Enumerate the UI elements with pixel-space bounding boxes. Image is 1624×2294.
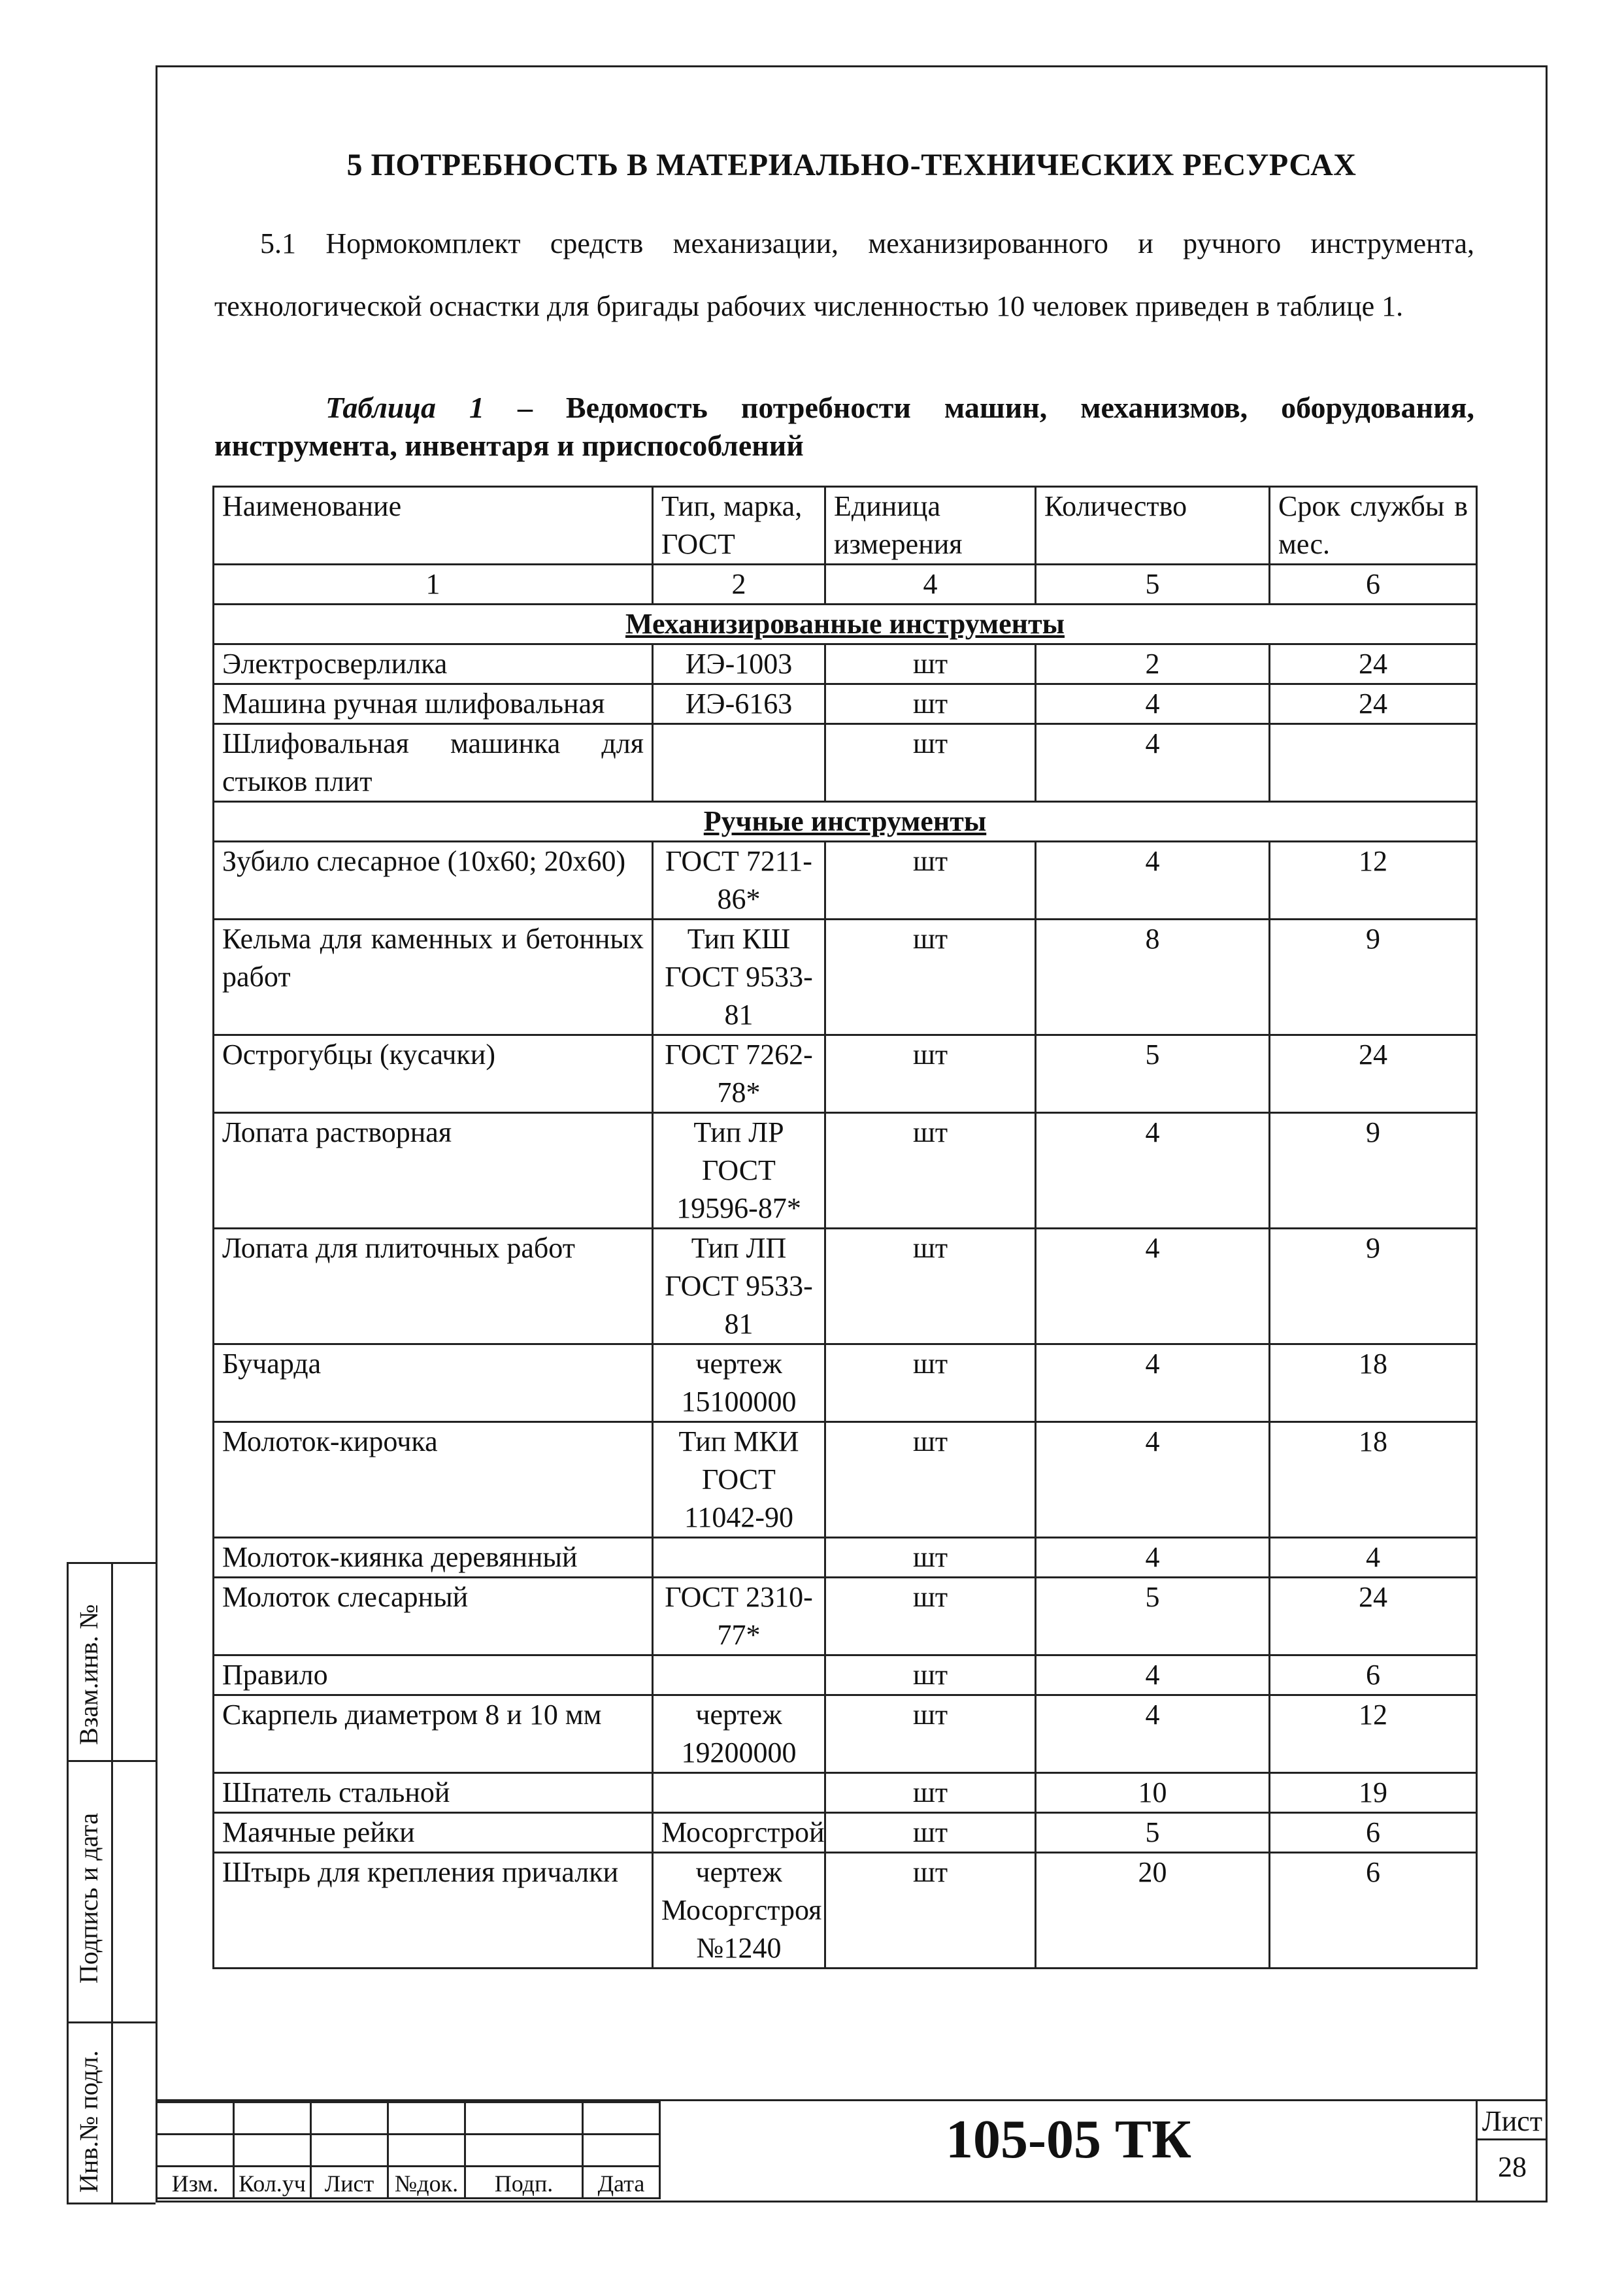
item-quantity-cell: 20	[1036, 1853, 1270, 1969]
sheet-number: 28	[1498, 2151, 1527, 2183]
item-service-life-cell: 18	[1270, 1422, 1477, 1538]
item-name-cell: Молоток слесарный	[214, 1578, 653, 1655]
table-row	[214, 1538, 1477, 1578]
item-unit-cell: шт	[825, 1538, 1036, 1578]
item-type-cell: Тип КШ ГОСТ 9533-81	[653, 920, 825, 1035]
table-header-row	[214, 487, 1477, 565]
item-unit-cell: шт	[825, 1422, 1036, 1538]
item-quantity-cell: 4	[1036, 1695, 1270, 1773]
table-row	[214, 1113, 1477, 1229]
item-service-life-cell: 24	[1270, 1578, 1477, 1655]
item-unit-cell: шт	[825, 1113, 1036, 1229]
item-quantity-cell: 4	[1036, 724, 1270, 802]
item-type-cell: Мосоргстрой	[653, 1813, 825, 1853]
item-name-cell: Шпатель стальной	[214, 1773, 653, 1813]
item-name-cell: Правило	[214, 1655, 653, 1695]
table-row	[214, 1853, 1477, 1969]
table-row	[214, 1813, 1477, 1853]
item-unit-cell: шт	[825, 1695, 1036, 1773]
item-service-life-cell: 9	[1270, 920, 1477, 1035]
item-type-cell	[653, 1655, 825, 1695]
item-quantity-cell: 5	[1036, 1035, 1270, 1113]
item-unit-cell: шт	[825, 1773, 1036, 1813]
table-section-row	[214, 605, 1477, 644]
item-unit-cell: шт	[825, 1344, 1036, 1422]
table-row	[214, 920, 1477, 1035]
item-unit-cell: шт	[825, 1578, 1036, 1655]
item-name-cell: Кельма для каменных и бетонных работ	[214, 920, 653, 1035]
item-quantity-cell: 4	[1036, 1344, 1270, 1422]
resources-table	[212, 486, 1478, 1969]
item-type-cell: ИЭ-6163	[653, 684, 825, 724]
title-block-column-label: Лист	[311, 2167, 388, 2199]
item-service-life-cell: 12	[1270, 1695, 1477, 1773]
table-row	[214, 1229, 1477, 1344]
item-type-cell: ГОСТ 7211-86*	[653, 842, 825, 920]
item-quantity-cell: 4	[1036, 1655, 1270, 1695]
item-unit-cell: шт	[825, 1229, 1036, 1344]
item-quantity-cell: 4	[1036, 684, 1270, 724]
column-number-cell: 5	[1036, 565, 1270, 605]
item-name-cell: Маячные рейки	[214, 1813, 653, 1853]
table-header-cell: Единица измерения	[825, 487, 1036, 565]
table-caption	[214, 389, 1474, 465]
table-row	[214, 644, 1477, 684]
item-unit-cell: шт	[825, 1655, 1036, 1695]
sheet-divider	[1476, 2138, 1548, 2140]
item-name-cell: Лопата растворная	[214, 1113, 653, 1229]
table-row	[214, 1695, 1477, 1773]
table-header-cell: Срок службы в мес.	[1270, 487, 1477, 565]
item-unit-cell: шт	[825, 1035, 1036, 1113]
item-service-life-cell: 6	[1270, 1655, 1477, 1695]
table-caption-label: Таблица 1	[325, 391, 484, 424]
item-name-cell: Скарпель диаметром 8 и 10 мм	[214, 1695, 653, 1773]
item-quantity-cell: 5	[1036, 1813, 1270, 1853]
item-name-cell: Шлифовальная машинка для стыков плит	[214, 724, 653, 802]
table-row	[214, 1655, 1477, 1695]
item-service-life-cell: 9	[1270, 1229, 1477, 1344]
item-unit-cell: шт	[825, 644, 1036, 684]
item-service-life-cell: 19	[1270, 1773, 1477, 1813]
sheet-label: Лист	[1482, 2105, 1543, 2137]
item-name-cell: Острогубцы (кусачки)	[214, 1035, 653, 1113]
item-service-life-cell: 4	[1270, 1538, 1477, 1578]
item-unit-cell: шт	[825, 842, 1036, 920]
title-block-column-label: Дата	[583, 2167, 660, 2199]
title-block-column-label: Кол.уч	[234, 2167, 311, 2199]
column-number-cell: 1	[214, 565, 653, 605]
item-name-cell: Лопата для плиточных работ	[214, 1229, 653, 1344]
item-quantity-cell: 5	[1036, 1578, 1270, 1655]
column-number-cell: 4	[825, 565, 1036, 605]
section-heading: 5 ПОТРЕБНОСТЬ В МАТЕРИАЛЬНО-ТЕХНИЧЕСКИХ РЕСУРСАХ	[346, 148, 1357, 182]
table-caption-text: – Ведомость потребности машин, механизмов, оборудования, инструмента, инвентаря и приспособлений	[214, 391, 1474, 462]
table-header-cell: Количество	[1036, 487, 1270, 565]
item-type-cell: чертеж 15100000	[653, 1344, 825, 1422]
table-row	[214, 684, 1477, 724]
intro-paragraph	[214, 212, 1474, 338]
item-type-cell	[653, 1538, 825, 1578]
item-service-life-cell: 12	[1270, 842, 1477, 920]
item-unit-cell: шт	[825, 1813, 1036, 1853]
title-block-column-label: Изм.	[157, 2167, 234, 2199]
item-type-cell	[653, 724, 825, 802]
column-number-cell: 2	[653, 565, 825, 605]
item-quantity-cell: 10	[1036, 1773, 1270, 1813]
table-header-cell: Тип, марка, ГОСТ	[653, 487, 825, 565]
item-unit-cell: шт	[825, 724, 1036, 802]
item-quantity-cell: 4	[1036, 1538, 1270, 1578]
item-type-cell	[653, 1773, 825, 1813]
item-unit-cell: шт	[825, 684, 1036, 724]
item-type-cell: ИЭ-1003	[653, 644, 825, 684]
title-block-column-label: №док.	[388, 2167, 465, 2199]
sidebar-signature-date: Подпись и дата	[74, 1812, 103, 1984]
item-type-cell: Тип МКИ ГОСТ 11042-90	[653, 1422, 825, 1538]
table-row	[214, 1035, 1477, 1113]
item-type-cell: ГОСТ 7262-78*	[653, 1035, 825, 1113]
title-block-column-label: Подп.	[465, 2167, 583, 2199]
item-name-cell: Машина ручная шлифовальная	[214, 684, 653, 724]
item-unit-cell: шт	[825, 920, 1036, 1035]
item-name-cell: Молоток-киянка деревянный	[214, 1538, 653, 1578]
section-title: Механизированные инструменты	[214, 605, 1477, 644]
item-type-cell: Тип ЛП ГОСТ 9533-81	[653, 1229, 825, 1344]
item-quantity-cell: 4	[1036, 842, 1270, 920]
table-row	[214, 842, 1477, 920]
item-name-cell: Молоток-кирочка	[214, 1422, 653, 1538]
item-quantity-cell: 4	[1036, 1229, 1270, 1344]
item-type-cell: ГОСТ 2310-77*	[653, 1578, 825, 1655]
item-quantity-cell: 2	[1036, 644, 1270, 684]
table-row	[214, 1578, 1477, 1655]
item-service-life-cell	[1270, 724, 1477, 802]
column-number-cell: 6	[1270, 565, 1477, 605]
intro-paragraph-text: 5.1 Нормокомплект средств механизации, механизированного и ручного инструмента, технологической оснастки для бригады рабочих численностью 10 человек приведен в таблице 1.	[214, 227, 1474, 322]
item-quantity-cell: 4	[1036, 1422, 1270, 1538]
table-header-cell: Наименование	[214, 487, 653, 565]
table-row	[214, 724, 1477, 802]
item-service-life-cell: 24	[1270, 684, 1477, 724]
item-type-cell: Тип ЛР ГОСТ 19596-87*	[653, 1113, 825, 1229]
item-unit-cell: шт	[825, 1853, 1036, 1969]
table-column-numbers-row	[214, 565, 1477, 605]
table-row	[214, 1773, 1477, 1813]
item-name-cell: Штырь для крепления причалки	[214, 1853, 653, 1969]
title-block-revisions	[156, 2101, 661, 2199]
item-quantity-cell: 4	[1036, 1113, 1270, 1229]
item-service-life-cell: 6	[1270, 1853, 1477, 1969]
sidebar-replacement-inv: Взам.инв. №	[74, 1604, 103, 1745]
table-section-row	[214, 802, 1477, 842]
document-code: 105-05 ТК	[946, 2109, 1191, 2170]
sidebar-original-inv: Инв.№ подл.	[74, 2050, 103, 2193]
item-type-cell: чертеж Мосоргстроя №1240	[653, 1853, 825, 1969]
table-row	[214, 1422, 1477, 1538]
item-name-cell: Зубило слесарное (10х60; 20х60)	[214, 842, 653, 920]
item-name-cell: Бучарда	[214, 1344, 653, 1422]
table-row	[214, 1344, 1477, 1422]
item-type-cell: чертеж 19200000	[653, 1695, 825, 1773]
item-service-life-cell: 18	[1270, 1344, 1477, 1422]
item-service-life-cell: 9	[1270, 1113, 1477, 1229]
item-service-life-cell: 6	[1270, 1813, 1477, 1853]
item-service-life-cell: 24	[1270, 1035, 1477, 1113]
item-quantity-cell: 8	[1036, 920, 1270, 1035]
item-service-life-cell: 24	[1270, 644, 1477, 684]
item-name-cell: Электросверлилка	[214, 644, 653, 684]
section-title: Ручные инструменты	[214, 802, 1477, 842]
